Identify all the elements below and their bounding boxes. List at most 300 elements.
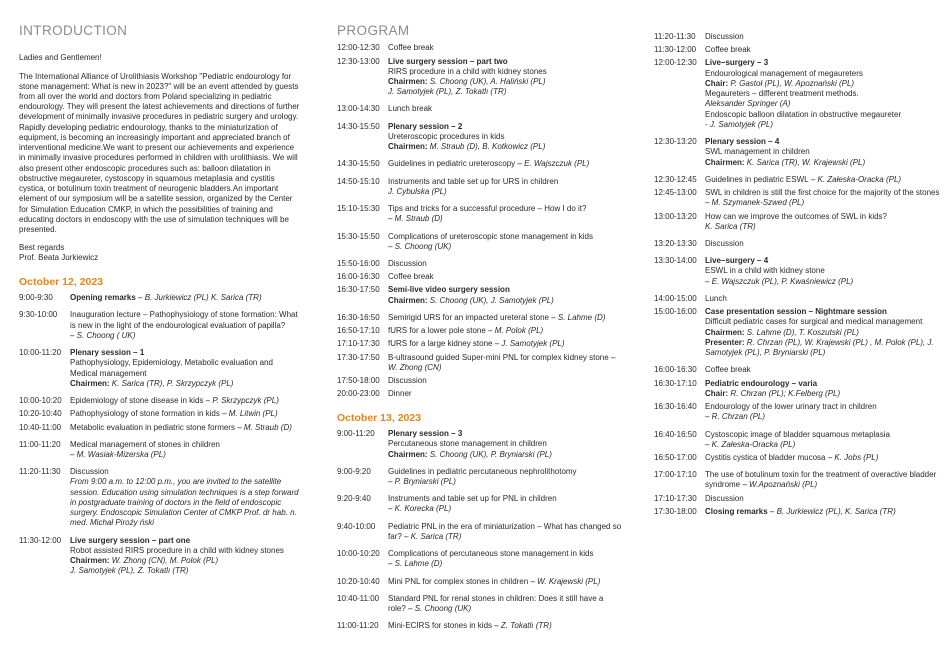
item-title-line [705, 430, 944, 450]
item-chair [705, 158, 944, 168]
item-time: 17:10-17:30 [337, 339, 380, 349]
item-title-line [70, 293, 301, 303]
item-title-line [70, 440, 301, 460]
schedule-item [337, 313, 623, 323]
item-time: 20:00-23:00 [337, 389, 380, 399]
chair-label: Chairmen: [70, 556, 110, 566]
item-title-line [388, 429, 623, 439]
item-title-line [388, 104, 623, 114]
schedule-item [19, 348, 301, 389]
item-speakers: – W. Krajewski (PL) [528, 576, 601, 586]
item-title: Inauguration lecture – Pathophysiology of stone formation: What is new in the light of the endourological evaluation of papilla? [70, 310, 298, 330]
program-heading: PROGRAM [337, 23, 410, 38]
item-speakers: J. Samotyjek (PL), Z. Tokatlı (TR) [70, 566, 189, 576]
item-speakers: – S. Lahme (D) [388, 559, 443, 569]
schedule-item [654, 32, 944, 42]
item-title: Standard PNL for renal stones in children: Does it still have a role? [388, 593, 604, 614]
item-speakers: – S. Choong (UK) [388, 241, 452, 251]
item-time: 11:00-11:20 [19, 439, 61, 449]
item-title-line [705, 239, 944, 249]
item-time: 13:00-13:20 [654, 211, 697, 221]
introduction-body: The International Alliance of Urolithiasis Workshop "Pediatric endourology for stone management: What is new in 2023?" will be an event attended by guests from all over the world and doctors from Poland specializing in pediatric endourology. They will present the latest achievements and directions of further development of minimally invasive procedures in pediatric surgery and urology. Rapidly developing pediatric endourology, thanks to the miniaturization of equipment, is becoming an increasingly important and appreciated branch of interventional medicine.We want to present our achievements and experience in minimally invasive procedures performed in children with urolithiasis. We will also present other endoscopic procedures such as: balloon dilatation in obstructive megaureter, cystoscopy in squamous metaplasia and cystitis cystica, or botulinum toxin treatment of neurogenic bladders.An important element of our symposium will be a satellite session, organized by the Center for Simulation Education CMKP, in which the possibilities of training and educating doctors in endoscopy with the use of simulation techniques will be presented. [19, 71, 300, 235]
item-speakers: – E. Wajszczuk (PL), P. Kwaśniewicz (PL) [705, 276, 854, 286]
item-body [388, 429, 623, 460]
item-title-line [70, 536, 301, 546]
day-two-date: October 13, 2023 [337, 411, 422, 424]
item-title-line [388, 339, 623, 349]
item-subtitle: Endoscopic balloon dilatation in obstructive megaureter [705, 109, 902, 119]
schedule-item [654, 430, 944, 450]
item-body [70, 293, 301, 303]
schedule-item [654, 507, 944, 517]
chair-names: K. Sarica (TR), P. Skrzypczyk (PL) [109, 378, 234, 388]
item-time: 9:40-10:00 [337, 521, 376, 531]
schedule-item [337, 272, 623, 282]
schedule-item [337, 285, 623, 305]
item-time: 13:20-13:30 [654, 238, 697, 248]
item-speakers: – W. Zhong (CN) [388, 352, 616, 372]
item-time: 10:00-10:20 [337, 549, 380, 559]
item-body [705, 307, 944, 358]
item-time: 11:30-12:00 [19, 535, 62, 545]
item-title: Discussion [388, 259, 427, 269]
schedule-item [337, 259, 623, 269]
item-time: 9:20-9:40 [337, 494, 371, 504]
item-speakers: – K. Jobs (PL) [825, 452, 879, 462]
item-speakers: Aleksander Springer (A) [705, 99, 791, 109]
schedule-item [654, 45, 944, 55]
program-column-continued [654, 22, 944, 520]
item-title: Lunch [705, 293, 727, 303]
item-body [388, 43, 623, 53]
item-title: Guidelines in pediatric ESWL [705, 174, 809, 184]
item-subtitle: Ureteroscopic procedures in kids [388, 131, 505, 141]
item-title-line [705, 256, 944, 266]
item-title: Metabolic evaluation in pediatric stone formers [70, 422, 235, 432]
item-title-line [388, 204, 623, 224]
item-title: Endourology of the lower urinary tract in children [705, 402, 877, 412]
schedule-item [337, 353, 623, 373]
item-time: 11:20-11:30 [19, 467, 61, 477]
item-title: The use of botulinum toxin for the treatment of overactive bladder syndrome [705, 470, 937, 490]
item-title: Closing remarks [705, 506, 768, 516]
day-two-morning-schedule [337, 429, 623, 632]
item-subtitle: Pathophysiology, Epidemiology, Metabolic evaluation and Medical management [70, 358, 273, 378]
item-title-line [388, 353, 623, 373]
item-time: 15:00-16:00 [654, 307, 697, 317]
schedule-item [654, 307, 944, 358]
schedule-item [337, 376, 623, 386]
item-body [388, 494, 623, 514]
item-speakers: – K. Załeska-Oracka (PL) [808, 174, 902, 184]
item-body [388, 204, 623, 224]
item-title: Live–surgery – 3 [705, 58, 769, 68]
item-title-line [705, 137, 944, 147]
item-speakers: – M. Wasiak-Mizerska (PL) [70, 449, 166, 459]
presenter-label: Presenter: [705, 337, 745, 347]
item-body [705, 212, 944, 232]
item-time: 17:50-18:00 [337, 376, 380, 386]
schedule-item [654, 137, 944, 168]
item-body [388, 549, 623, 569]
schedule-item [337, 104, 623, 114]
item-body [70, 536, 301, 577]
chair-label: Chairmen: [388, 449, 428, 459]
item-time: 11:20-11:30 [654, 32, 696, 41]
item-body [70, 440, 301, 460]
item-presenters [705, 338, 944, 358]
item-title-line [388, 285, 623, 295]
item-chair [705, 328, 944, 338]
program-column [337, 22, 623, 635]
item-body [705, 507, 944, 517]
schedule-item [337, 494, 623, 514]
item-title: Plenary session – 1 [70, 348, 145, 358]
item-time: 17:30-17:50 [337, 352, 380, 362]
item-title-line [70, 423, 301, 433]
item-body [705, 470, 944, 490]
item-time: 16:30-17:50 [337, 285, 380, 295]
item-body [388, 57, 623, 98]
item-speakers: J. Cybulska (PL) [388, 186, 447, 196]
item-title-line [705, 45, 944, 55]
item-chair [70, 556, 301, 566]
schedule-item [19, 409, 301, 419]
item-body [70, 348, 301, 389]
item-body [705, 137, 944, 168]
day-one-schedule [19, 293, 301, 576]
item-title: Pediatric endourology – varia [705, 378, 818, 388]
item-speakers: – W.Apoznański (PL) [740, 480, 818, 490]
signature: Prof. Beata Jurkiewicz [19, 253, 99, 263]
item-time: 13:00-14:30 [337, 104, 380, 114]
item-chair [705, 389, 944, 399]
item-time: 12:30-13:20 [654, 137, 697, 147]
schedule-item [337, 467, 623, 487]
chair-label: Chairmen: [388, 76, 428, 86]
chair-label: Chairmen: [705, 157, 745, 167]
item-speakers: – M. Szymanek-Szwed (PL) [705, 198, 805, 208]
greeting: Ladies and Gentlemen! [19, 53, 102, 63]
item-time: 14:00-15:00 [654, 293, 697, 303]
item-title-line [705, 175, 944, 185]
chair-label: Chair: [705, 78, 729, 88]
item-title-line [70, 396, 301, 406]
item-time: 9:00-9:20 [337, 466, 371, 476]
day-one-afternoon-schedule [337, 43, 623, 399]
item-speakers: – S. Lahme (D) [548, 312, 606, 322]
item-title-line [388, 43, 623, 53]
schedule-item [337, 159, 623, 169]
item-time: 16:30-16:40 [654, 402, 697, 412]
schedule-item [654, 212, 944, 232]
item-speakers: K. Sarica (TR) [705, 221, 756, 231]
item-title: B-ultrasound guided Super-mini PNL for complex kidney stone [388, 352, 609, 362]
schedule-item [337, 122, 623, 153]
item-title: Pathophysiology of stone formation in kids [70, 409, 220, 419]
schedule-item [654, 453, 944, 463]
schedule-item [337, 549, 623, 569]
item-title: Coffee break [705, 365, 751, 375]
item-chair [388, 450, 623, 460]
schedule-item [19, 293, 301, 303]
item-body [70, 467, 301, 528]
chair-names: S. Lahme (D), T. Koszutski (PL) [744, 327, 859, 337]
chair-names: S. Choong (UK), J. Samotyjek (PL) [427, 295, 554, 305]
item-speakers: – B. Jurkiewicz (PL), K. Sarica (TR) [767, 506, 896, 516]
item-title-line [388, 389, 623, 399]
schedule-item [337, 232, 623, 252]
schedule-item [337, 429, 623, 460]
item-time: 16:30-16:50 [337, 312, 380, 322]
item-speakers: – B. Jurkiewicz (PL) K. Sarica (TR) [135, 293, 262, 303]
schedule-item [654, 58, 944, 130]
item-time: 10:00-10:20 [19, 396, 62, 406]
presenter-names: R. Chrzan (PL), W. Krajewski (PL) , M. Polok (PL), J. Samotyjek (PL), P. Bryniarski (PL) [705, 337, 934, 358]
item-time: 17:10-17:30 [654, 493, 697, 503]
chair-names: S. Choong (UK), A. Haliński (PL) [427, 76, 546, 86]
item-title: Guidelines in pediatric ureteroscopy [388, 159, 516, 169]
item-title: Lunch break [388, 104, 433, 114]
schedule-item [337, 177, 623, 197]
item-title: Epidemiology of stone disease in kids [70, 396, 204, 406]
item-title-line [705, 307, 944, 317]
chair-label: Chairmen: [70, 378, 110, 388]
item-title-line [388, 577, 623, 587]
item-subtitle: Endourological management of megaureters [705, 68, 863, 78]
item-title: Plenary session – 2 [388, 121, 463, 131]
item-title: Opening remarks [70, 293, 136, 303]
day-two-afternoon-schedule [654, 32, 944, 517]
item-title: Plenary session – 3 [388, 429, 463, 439]
item-title: Cystoscopic image of bladder squamous metaplasia [705, 429, 890, 439]
item-body [388, 259, 623, 269]
item-time: 14:30-15:50 [337, 159, 380, 169]
item-time: 17:30-18:00 [654, 506, 697, 516]
item-body [388, 326, 623, 336]
item-title-line [388, 272, 623, 282]
item-title-line [388, 594, 623, 614]
item-title-line [388, 549, 623, 569]
item-body [705, 365, 944, 375]
item-time: 14:30-15:50 [337, 121, 380, 131]
item-body [705, 294, 944, 304]
item-title: Instruments and table set up for PNL in children [388, 494, 557, 504]
item-chair [705, 79, 944, 89]
chair-label: Chairmen: [705, 327, 745, 337]
item-body [388, 594, 623, 614]
item-speakers: – S. Choong (UK) [405, 604, 472, 614]
item-time: 16:30-17:10 [654, 378, 697, 388]
regards: Best regards [19, 243, 65, 253]
item-time: 11:30-12:00 [654, 45, 697, 55]
item-title: Semi-live video surgery session [388, 285, 510, 295]
item-body [705, 430, 944, 450]
item-speakers: – K. Załeska-Oracka (PL) [705, 439, 796, 449]
item-title: Coffee break [388, 43, 434, 53]
chair-label: Chair: [705, 388, 729, 398]
schedule-item [337, 204, 623, 224]
item-title: Cystitis cystica of bladder mucosa [705, 452, 826, 462]
item-title-line [705, 494, 944, 504]
item-title: Mini-ECIRS for stones in kids [388, 621, 493, 631]
item-time: 9:00-9:30 [19, 293, 53, 303]
item-chair [388, 296, 623, 306]
item-title-line [70, 409, 301, 419]
item-title: SWL in children is still the first choice for the majority of the stones [705, 188, 940, 198]
schedule-item [337, 57, 623, 98]
item-title: Complications of percutaneous stone management in kids [388, 549, 594, 559]
item-title: Discussion [388, 376, 427, 386]
item-speakers: – Z. Tokatlı (TR) [492, 621, 552, 631]
schedule-item [337, 43, 623, 53]
schedule-item [654, 239, 944, 249]
item-title: Pediatric PNL in the era of miniaturization – What has changed so far? [388, 521, 622, 541]
schedule-item [654, 470, 944, 490]
item-title: Semirigid URS for an impacted ureteral stone [388, 312, 549, 322]
schedule-item [337, 522, 623, 542]
item-body [705, 402, 944, 422]
chair-names: R. Chrzan (PL); K.Felberg (PL) [728, 388, 841, 398]
item-subtitle: Difficult pediatric cases for surgical and medical management [705, 317, 923, 327]
item-title: Coffee break [388, 272, 434, 282]
item-body [388, 285, 623, 305]
item-body [705, 58, 944, 130]
item-title-line [388, 232, 623, 252]
item-title: Guidelines in pediatric percutaneous nephrolithotomy [388, 466, 577, 476]
schedule-item [654, 365, 944, 375]
item-time: 10:00-11:20 [19, 348, 62, 358]
item-speakers: – M. Straub (D) [388, 214, 443, 224]
item-title-line [705, 402, 944, 422]
item-speakers: – K. Korecka (PL) [388, 504, 452, 514]
item-body [70, 310, 301, 341]
item-title-line [388, 57, 623, 67]
item-chair [70, 379, 301, 389]
item-body [388, 159, 623, 169]
item-body [388, 272, 623, 282]
schedule-item [19, 310, 301, 341]
item-subtitle: Robot assisted RIRS procedure in a child with kidney stones [70, 545, 284, 555]
item-speakers: – P. Skrzypczyk (PL) [203, 396, 279, 406]
item-time: 10:20-10:40 [19, 409, 62, 419]
item-body [705, 239, 944, 249]
item-speakers: – P. Bryniarski (PL) [388, 476, 456, 486]
item-title-line [705, 188, 944, 208]
item-title: Discussion [705, 493, 744, 503]
item-time: 13:30-14:00 [654, 256, 697, 266]
day-one-date: October 12, 2023 [19, 275, 104, 288]
item-title: Medical management of stones in children [70, 439, 220, 449]
chair-names: W. Zhong (CN), M. Polok (PL) [109, 556, 219, 566]
item-title-line [70, 467, 301, 477]
item-speakers: – R. Chrzan (PL) [705, 412, 766, 422]
item-time: 12:00-12:30 [654, 58, 697, 68]
item-title: Complications of ureteroscopic stone management in kids [388, 231, 593, 241]
item-body [705, 379, 944, 399]
item-title-line [705, 507, 944, 517]
item-time: 17:00-17:10 [654, 470, 697, 480]
item-title: Plenary session – 4 [705, 137, 780, 147]
item-time: 15:50-16:00 [337, 259, 380, 269]
item-body [388, 376, 623, 386]
item-title: How can we improve the outcomes of SWL in kids? [705, 211, 888, 221]
item-speakers: – M. Litwin (PL) [219, 409, 278, 419]
schedule-item [337, 577, 623, 587]
item-time: 9:30-10:00 [19, 310, 58, 320]
item-title: fURS for a large kidney stone [388, 339, 493, 349]
item-time: 15:30-15:50 [337, 231, 380, 241]
schedule-item [654, 188, 944, 208]
item-time: 16:50-17:10 [337, 326, 380, 336]
item-body [388, 104, 623, 114]
item-time: 10:20-10:40 [337, 576, 380, 586]
item-speakers: – M. Straub (D) [234, 422, 292, 432]
item-time: 16:40-16:50 [654, 429, 697, 439]
item-title-line [705, 32, 944, 42]
item-time: 11:00-11:20 [337, 621, 379, 631]
item-body [705, 494, 944, 504]
schedule-item [654, 402, 944, 422]
item-title-line [705, 453, 944, 463]
chair-label: Chairmen: [388, 142, 428, 152]
introduction-heading: INTRODUCTION [19, 23, 128, 38]
item-subtitle: SWL management in children [705, 147, 810, 157]
schedule-item [19, 467, 301, 528]
item-time: 10:40-11:00 [337, 593, 380, 603]
item-body [388, 353, 623, 373]
item-speakers: J. Samotyjek (PL), Z. Tokatlı (TR) [388, 87, 507, 97]
item-title-line [705, 58, 944, 68]
item-body [388, 339, 623, 349]
item-title: Live surgery session – part two [388, 56, 508, 66]
item-title-line [388, 259, 623, 269]
item-title-line [705, 294, 944, 304]
schedule-item [337, 389, 623, 399]
item-body [388, 577, 623, 587]
item-title-line [388, 313, 623, 323]
item-time: 12:45-13:00 [654, 188, 697, 198]
schedule-item [654, 256, 944, 287]
item-title-line [388, 494, 623, 514]
item-title: Discussion [705, 32, 744, 41]
item-title-line [388, 621, 623, 631]
item-time: 9:00-11:20 [337, 429, 375, 439]
schedule-item [654, 494, 944, 504]
schedule-item [654, 175, 944, 185]
item-time: 10:40-11:00 [19, 422, 62, 432]
item-body [705, 32, 944, 42]
item-speakers: – S. Choong ( UK) [70, 330, 136, 340]
item-time: 14:50-15:10 [337, 176, 380, 186]
item-title: Tips and tricks for a successful procedure – How I do it? [388, 204, 587, 214]
item-title-line [388, 159, 623, 169]
chair-names: P. Gastoł (PL), W. Apoznański (PL) [728, 78, 855, 88]
chair-label: Chairmen: [388, 295, 428, 305]
item-title-line [388, 326, 623, 336]
item-body [705, 256, 944, 287]
item-title-line [388, 467, 623, 487]
schedule-item [654, 294, 944, 304]
item-title: Instruments and table set up for URS in children [388, 176, 559, 186]
item-speakers: – E. Wajszczuk (PL) [515, 159, 590, 169]
item-subtitle: Megaureters – different treatment methods. [705, 89, 859, 99]
schedule-item [337, 621, 623, 631]
schedule-item [654, 379, 944, 399]
item-title-line [70, 310, 301, 341]
schedule-item [19, 396, 301, 406]
item-time: 15:10-15:30 [337, 204, 380, 214]
